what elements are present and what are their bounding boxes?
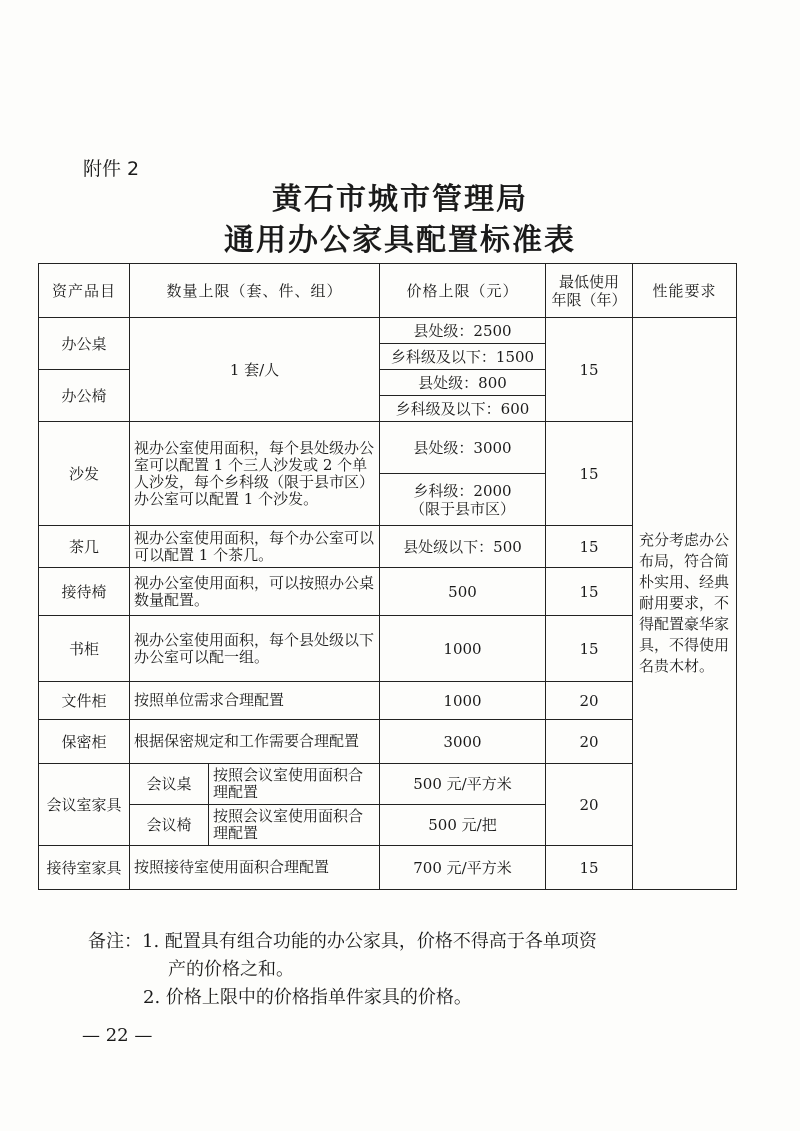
asset-chair: 办公椅 — [39, 370, 130, 422]
asset-file-cabinet: 文件柜 — [39, 682, 130, 720]
table-row-tea-table — [39, 526, 737, 568]
table-row-bookcase — [39, 616, 737, 682]
sofa-price-township-line2: （限于县市区） — [409, 499, 515, 518]
asset-reception-room: 接待室家具 — [39, 846, 130, 890]
meeting-chair-name: 会议椅 — [130, 805, 209, 846]
file-cabinet-price: 1000 — [380, 682, 546, 720]
meeting-years: 20 — [546, 764, 633, 846]
page-number: — 22 — — [82, 1025, 153, 1046]
header-quantity: 数量上限（套、件、组） — [130, 264, 380, 318]
header-price: 价格上限（元） — [380, 264, 546, 318]
header-row — [39, 264, 737, 318]
tea-table-quantity: 视办公室使用面积，每个办公室可以可以配置 1 个茶几。 — [130, 526, 380, 568]
sofa-price-county: 县处级：3000 — [380, 422, 546, 474]
reception-chair-years: 15 — [546, 568, 633, 616]
desk-chair-quantity: 1 套/人 — [130, 318, 380, 422]
bookcase-years: 15 — [546, 616, 633, 682]
safe-cabinet-quantity: 根据保密规定和工作需要合理配置 — [130, 720, 380, 764]
sofa-quantity: 视办公室使用面积，每个县处级办公室可以配置 1 个三人沙发或 2 个单人沙发，每个乡科级（限于县市区）办公室可以配置 1 个沙发。 — [130, 422, 380, 526]
notes-label: 备注： — [88, 931, 142, 952]
note-1-line1: 1. 配置具有组合功能的办公家具，价格不得高于各单项资 — [142, 931, 597, 952]
reception-room-years: 15 — [546, 846, 633, 890]
title-line-2: 通用办公家具配置标准表 — [224, 223, 576, 258]
table-row-reception-chair — [39, 568, 737, 616]
reception-chair-price: 500 — [380, 568, 546, 616]
table-row-sofa-a — [39, 422, 737, 474]
header-years — [546, 264, 633, 318]
chair-price-county: 县处级：800 — [380, 370, 546, 396]
desk-chair-years: 15 — [546, 318, 633, 422]
meeting-chair-price: 500 元/把 — [380, 805, 546, 846]
desk-price-county: 县处级：2500 — [380, 318, 546, 344]
sofa-price-township — [380, 474, 546, 526]
reception-room-quantity: 按照接待室使用面积合理配置 — [130, 846, 380, 890]
table-row-safe-cabinet — [39, 720, 737, 764]
table-row-reception-room — [39, 846, 737, 890]
attachment-label: 附件 2 — [83, 158, 140, 180]
safe-cabinet-years: 20 — [546, 720, 633, 764]
header-years-line1: 最低使用 — [558, 272, 619, 291]
header-asset: 资产品目 — [39, 264, 130, 318]
sofa-price-township-line1: 乡科级：2000 — [413, 481, 512, 500]
note-1 — [88, 928, 728, 956]
file-cabinet-years: 20 — [546, 682, 633, 720]
file-cabinet-quantity: 按照单位需求合理配置 — [130, 682, 380, 720]
asset-bookcase: 书柜 — [39, 616, 130, 682]
meeting-desk-name: 会议桌 — [130, 764, 209, 805]
bookcase-quantity: 视办公室使用面积，每个县处级以下办公室可以配一组。 — [130, 616, 380, 682]
sofa-years: 15 — [546, 422, 633, 526]
table-row-file-cabinet — [39, 682, 737, 720]
notes — [88, 928, 728, 1012]
note-2: 2. 价格上限中的价格指单件家具的价格。 — [143, 987, 472, 1008]
meeting-chair-quantity: 按照会议室使用面积合理配置 — [209, 805, 380, 846]
meeting-desk-price: 500 元/平方米 — [380, 764, 546, 805]
safe-cabinet-price: 3000 — [380, 720, 546, 764]
table-row-desk-a — [39, 318, 737, 344]
bookcase-price: 1000 — [380, 616, 546, 682]
asset-tea-table: 茶几 — [39, 526, 130, 568]
title-line-1: 黄石市城市管理局 — [272, 182, 528, 217]
header-performance: 性能要求 — [633, 264, 737, 318]
tea-table-price: 县处级以下：500 — [380, 526, 546, 568]
table-row-meeting-desk — [39, 764, 737, 805]
header-years-line2: 年限（年） — [551, 290, 627, 309]
asset-sofa: 沙发 — [39, 422, 130, 526]
chair-price-township: 乡科级及以下：600 — [380, 396, 546, 422]
performance-requirement: 充分考虑办公布局，符合简朴实用、经典耐用要求，不得配置豪华家具，不得使用名贵木材。 — [633, 318, 737, 890]
asset-desk: 办公桌 — [39, 318, 130, 370]
reception-chair-quantity: 视办公室使用面积，可以按照办公桌数量配置。 — [130, 568, 380, 616]
asset-meeting-room: 会议室家具 — [39, 764, 130, 846]
asset-reception-chair: 接待椅 — [39, 568, 130, 616]
tea-table-years: 15 — [546, 526, 633, 568]
desk-price-township: 乡科级及以下：1500 — [380, 344, 546, 370]
furniture-standard-table — [38, 263, 737, 890]
note-1-line2: 产的价格之和。 — [168, 959, 294, 980]
asset-safe-cabinet: 保密柜 — [39, 720, 130, 764]
meeting-desk-quantity: 按照会议室使用面积合理配置 — [209, 764, 380, 805]
reception-room-price: 700 元/平方米 — [380, 846, 546, 890]
